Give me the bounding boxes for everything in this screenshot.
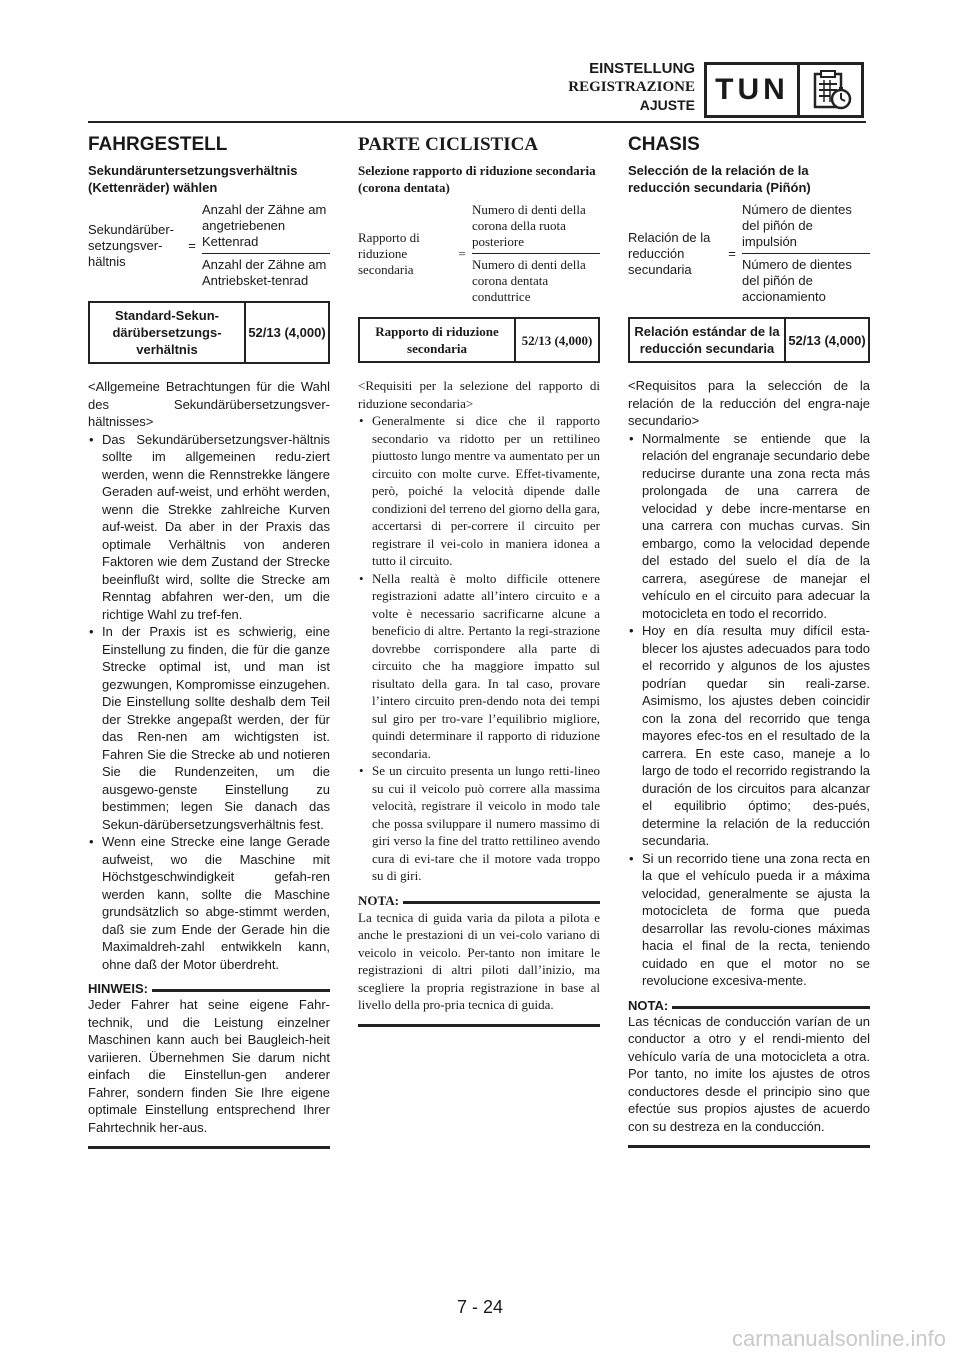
standard-ratio-label: Standard-Sekun-därübersetzungs-verhältnis (90, 303, 246, 362)
requirements-list (358, 412, 600, 885)
column-spanish (628, 130, 870, 1148)
standard-ratio-value: 52/13 (4,000) (788, 332, 866, 348)
requirements-intro: <Allgemeine Betrachtungen für die Wahl des Sekundärübersetzungsver-hältnisses> (88, 379, 330, 429)
header-rule (88, 121, 866, 123)
standard-ratio-value: 52/13 (4,000) (248, 325, 326, 340)
requirements-list (628, 430, 870, 990)
standard-ratio-value: 52/13 (4,000) (521, 332, 593, 348)
section-badge (704, 62, 864, 118)
formula-numerator: Numero di denti della corona della ruota posteriore (472, 202, 600, 254)
end-rule (358, 1024, 600, 1027)
formula-numerator: Anzahl der Zähne am angetriebenen Kettenrad (202, 202, 330, 254)
standard-ratio-label: Rapporto di riduzione secondaria (360, 319, 516, 361)
ratio-formula (88, 202, 330, 289)
section-subtitle: Sekundäruntersetzungsverhältnis (Kettenräder) wählen (88, 163, 298, 195)
note-block (88, 981, 330, 1136)
list-item: • Das Sekundärübersetzungsver-hältnis sollte im allgemeinen redu-ziert werden, wenn die Rennstrekke längere Geraden auf-weist, und erhöht werden, wenn die Strekke zahlreiche Kurven auf-weist. Da aber in der Praxis das optimale Verhältnis von anderen Faktoren wie dem Zustand der Strecke beeinflußt wird, sollte die Strecke am Renntag abfahren wer-den, um die richtige Wahl zu tref-fen. (88, 431, 330, 624)
formula-equals: = (188, 237, 196, 253)
list-item: • In der Praxis ist es schwierig, eine Einstellung zu finden, die für die ganze Strecke optimal ist, und man ist gezwungen, Kompromisse einzugehen. Die Einstellung sollte deshalb dem Teil der Strekke angepaßt werden, der für das Ren-nen am wichtigsten ist. Fahren Sie die Strecke ab und notieren Sie die Rundenzeiten, um die ausgewo-genste Einstellung zu bestimmen; legen Sie danach das Sekun-därübersetzungsverhältnis fest. (88, 623, 330, 833)
section-title: PARTE CICLISTICA (358, 134, 539, 155)
standard-ratio-box (358, 317, 600, 363)
section-badge-label: TUN (707, 65, 800, 115)
formula-denominator: Número de dientes del piñón de accionamiento (742, 257, 852, 304)
note-label: HINWEIS: (88, 981, 148, 996)
formula-equals: = (458, 245, 466, 261)
clipboard-stopwatch-icon (800, 65, 861, 115)
column-german (88, 130, 330, 1149)
section-label-es: AJUSTE (639, 97, 695, 113)
standard-ratio-box (88, 301, 330, 364)
list-item: • Generalmente si dice che il rapporto secondario va ridotto per un rettilineo piuttosto lungo mentre va aumentato per un circuito con molte curve. Effet-tivamente, però, poiché la velocità dipende dalle condizioni del terreno del giorno della gara, accertarsi di per-correre il circuito per registrare il vei-colo in maniera idonea a tutto il circuito. (358, 412, 600, 570)
note-text: Jeder Fahrer hat seine eigene Fahr-technik, und die Leistung einzelner Maschinen kann auch bei Baugleich-heit variieren. Übernehmen Sie darum nicht einfach die Einstellun-gen anderer Fahrer, sondern finden Sie Ihre eigene optimale Einstellung entsprechend Ihrer Fahrtechnik her-aus. (88, 997, 330, 1135)
section-header-labels (568, 60, 695, 114)
section-title: CHASIS (628, 134, 700, 155)
column-italian (358, 130, 600, 1027)
note-label: NOTA: (628, 997, 669, 1013)
page-number: 7 - 24 (456, 1297, 504, 1317)
ratio-formula (358, 202, 600, 305)
list-item: • Se un circuito presenta un lungo retti-lineo su cui il veicolo può correre alla massima velocità, registrare il veicolo in modo tale che possa sviluppare il numero massimo di giri verso la fine del tratto rettilineo avendo cura di evi-tare che il motore vada troppo su di giri. (358, 762, 600, 885)
list-item: • Hoy en día resulta muy difícil esta-blecer los ajustes adecuados para todo el recorrido y algunos de los ajustes podrían quedar sin reali-zarse. Asimismo, los ajustes deben coincidir con la zona del recorrido que tenga mayores efec-tos en el resultado de la carrera. En este caso, maneje a lo largo de todo el recorrido registrando la duración de los circuitos para alcanzar el equilibrio óptimo; des-pués, determine la relación de la reducción secundaria. (628, 622, 870, 850)
end-rule (628, 1145, 870, 1148)
requirements-intro: <Requisiti per la selezione del rapporto di riduzione secondaria> (358, 378, 600, 411)
note-text: La tecnica di guida varia da pilota a pilota e anche le prestazioni di un vei-colo variano di veicolo in veicolo. Per-tanto non imitare le registrazioni di altri piloti dall’inizio, ma scegliere la propria registrazione in base al livello della pro-pria tecnica di guida. (358, 909, 600, 1012)
standard-ratio-box (628, 317, 870, 363)
note-block (628, 998, 870, 1136)
formula-lhs: Sekundärüber-setzungsver-hältnis (88, 221, 174, 269)
list-item: • Wenn eine Strecke eine lange Gerade aufweist, wo die Maschine mit Höchstgeschwindigkeit gefah-ren werden kann, sollte die Maschine grundsätzlich so abge-stimmt werden, daß sie zum Ende der Gerade hin die Maximaldreh-zahl entwikkeln kann, ohne daß der Motor überdreht. (88, 833, 330, 973)
list-item: • Nella realtà è molto difficile ottenere registrazioni adatte all’intero circuito e a volte è necessario sacrificarne alcune a beneficio di altre. Pertanto la regi-strazione dovrebbe corrispondere alla parte di circuito che ha maggiore impatto sul risultato della gara. In tal caso, provare l’intero circuito pren-dendo nota dei tempi sul giro per tro-vare l’equilibrio migliore, quindi determinare il rapporto di riduzione secondaria. (358, 570, 600, 763)
requirements-intro: <Requisitos para la selección de la relación de la reducción del engra-naje secundario> (628, 378, 870, 428)
formula-denominator: Numero di denti della corona dentata conduttrice (472, 257, 586, 304)
end-rule (88, 1146, 330, 1149)
formula-equals: = (728, 245, 736, 261)
formula-lhs: Rapporto di riduzione secondaria (358, 229, 420, 277)
section-label-it: REGISTRAZIONE (568, 79, 695, 95)
formula-lhs: Relación de la reducción secundaria (628, 229, 711, 277)
note-block (358, 893, 600, 1014)
section-title: FAHRGESTELL (88, 134, 228, 155)
list-item: • Si un recorrido tiene una zona recta en la que el vehículo pueda ir a máxima velocidad, generalmente se ajusta la motocicleta de forma que pueda desarrollar las revolu-ciones máximas hacia el final de la recta, teniendo cuidado en que el motor no se revolucione excesiva-mente. (628, 850, 870, 990)
section-subtitle: Selección de la relación de la reducción secundaria (Piñón) (628, 163, 811, 195)
list-item: • Normalmente se entiende que la relación del engranaje secundario debe reducirse durante una zona recta más prolongada de una carrera de velocidad y debe incre-mentarse en una carrera con muchas curvas. Sin embargo, como la velocidad depende del estado del suelo el día de la carrera, asegúrese de manejar el vehículo en el circuito para adecuar la motocicleta en todo el recorrido. (628, 430, 870, 623)
standard-ratio-label: Relación estándar de la reducción secundaria (630, 319, 786, 361)
formula-numerator: Número de dientes del piñón de impulsión (742, 202, 870, 254)
ratio-formula (628, 202, 870, 305)
section-subtitle: Selezione rapporto di riduzione secondaria (corona dentata) (358, 163, 596, 195)
section-label-de: EINSTELLUNG (589, 60, 695, 77)
formula-denominator: Anzahl der Zähne am Antriebsket-tenrad (202, 257, 327, 288)
requirements-list (88, 431, 330, 974)
note-text: Las técnicas de conducción varían de un conductor a otro y el rendi-miento del vehículo varía de una motocicleta a otra. Por tanto, no imite los ajustes de otros conductores desde el principio sino que efectúe sus propios ajustes de acuerdo con su destreza en la conducción. (628, 1013, 870, 1134)
note-label: NOTA: (358, 892, 399, 908)
watermark: carmanualsonline.info (731, 1326, 946, 1351)
